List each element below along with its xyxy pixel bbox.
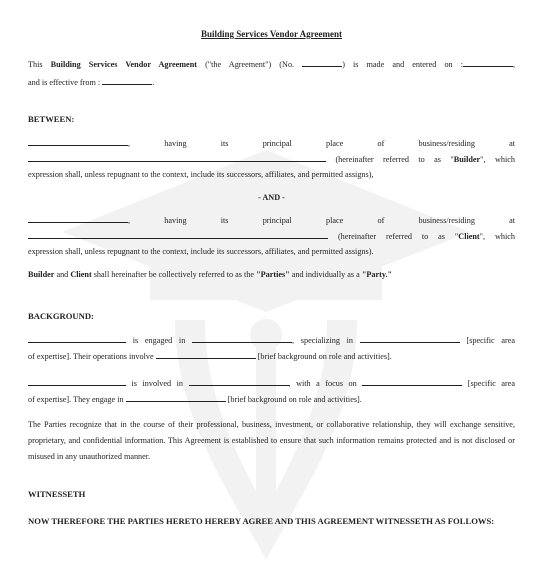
bg1-line-2	[28, 349, 515, 363]
intro-line-2	[28, 75, 515, 89]
bg2-involved: is involved in	[131, 379, 184, 388]
bg2-line-1	[28, 376, 515, 390]
party2-its: its	[220, 216, 229, 225]
parties-and: and	[56, 270, 69, 279]
made-date-blank[interactable]	[463, 57, 516, 69]
party2-expression: expression shall, unless repugnant to the context, include its successors, affiliates, and permitted assigns).	[28, 247, 374, 256]
intro-agreement-name: Building Services Vendor Agreement	[50, 60, 197, 69]
party2-of: of	[377, 216, 385, 225]
party2-line-2	[28, 229, 515, 243]
bg1-party-blank[interactable]	[28, 333, 126, 343]
party1-expression: expression shall, unless repugnant to the context, include its successors, affiliates, and permitted assigns),	[28, 170, 374, 179]
party1-business: business/residing	[418, 139, 475, 148]
agreement-number-blank[interactable]	[302, 57, 342, 67]
party2-address-blank[interactable]	[28, 229, 328, 239]
party2-role-name: Client	[458, 232, 480, 241]
parties-text-2: and individually as a	[291, 270, 360, 279]
intro-the-agreement: ("the Agreement") (No.	[205, 60, 295, 69]
between-heading: BETWEEN:	[28, 114, 75, 124]
witnesseth-heading: WITNESSETH	[28, 489, 86, 499]
party1-having: having	[164, 139, 187, 148]
bg1-engaged: is engaged in	[132, 336, 186, 345]
party2-at: at	[509, 216, 516, 225]
party1-line-2	[28, 152, 515, 166]
party1-hereinafter-post: ", which	[480, 155, 515, 164]
bg2-focus: , with a focus on	[288, 379, 357, 388]
now-therefore-heading: NOW THEREFORE THE PARTIES HERETO HEREBY AGREE AND THIS AGREEMENT WITNESSETH AS FOLLOWS:	[28, 516, 495, 526]
bg2-field-blank[interactable]	[189, 376, 289, 386]
party1-principal: principal	[262, 139, 292, 148]
party2-line-1: , having its principal place of business/residing at	[28, 213, 515, 227]
party1-of: of	[377, 139, 385, 148]
party1-line-1: , having its principal place of business/residing at	[28, 136, 515, 150]
parties-builder: Builder	[28, 270, 55, 279]
intro-effective: and is effective from :	[28, 78, 101, 87]
bg2-of-expertise: of expertise]. They engage in	[28, 395, 124, 404]
party1-at: at	[509, 139, 516, 148]
intro-line-1	[28, 57, 515, 71]
party2-name-blank[interactable]	[28, 213, 128, 223]
party1-place: place	[326, 139, 344, 148]
party1-hereinafter-pre: (hereinafter referred to as "	[335, 155, 454, 164]
parties-text-1: shall hereinafter be collectively referred to as the	[93, 270, 255, 279]
party2-principal: principal	[262, 216, 292, 225]
party-word: "Party."	[361, 270, 393, 279]
bg2-specific: [specific area	[467, 379, 516, 388]
bg2-line-2	[28, 392, 515, 406]
bg1-field-blank[interactable]	[192, 333, 292, 343]
bg1-specific: [specific area	[466, 336, 516, 345]
background-heading: BACKGROUND:	[28, 311, 94, 321]
parties-word: "Parties"	[256, 270, 290, 279]
parties-client: Client	[70, 270, 92, 279]
document-title: Building Services Vendor Agreement	[201, 29, 342, 39]
party2-hereinafter-pre: (hereinafter referred to as "	[337, 232, 459, 241]
intro-comma: ,	[513, 60, 516, 69]
bg1-of-expertise: of expertise]. Their operations involve	[28, 352, 154, 361]
bg1-specializing: , specializing in	[292, 336, 354, 345]
party1-name-blank[interactable]	[28, 136, 128, 146]
party1-address-blank[interactable]	[28, 152, 326, 162]
bg2-activities-blank[interactable]	[126, 392, 226, 402]
bg2-brief: [brief background on role and activities].	[227, 395, 362, 404]
party2-business: business/residing	[418, 216, 475, 225]
parties-definition	[28, 268, 515, 281]
and-separator: - AND -	[258, 193, 285, 202]
bg1-operations-blank[interactable]	[156, 349, 256, 359]
bg1-brief: [brief background on role and activities].	[257, 352, 392, 361]
intro-made-entered: ) is made and entered on :	[342, 60, 463, 69]
bg1-line-1	[28, 333, 515, 347]
bg1-specialty-blank[interactable]	[360, 333, 460, 343]
recognize-paragraph: The Parties recognize that in the course of their professional, business, investment, or collaborative relationship, they will exchange sensitive, proprietary, and confidential information. This Agreement is established to ensure that such information remains protected and is not disclosed or misused in any unauthorized manner.	[28, 420, 515, 461]
effective-date-blank[interactable]	[102, 75, 155, 87]
party2-hereinafter-post: ", which	[479, 232, 515, 241]
party2-having: having	[164, 216, 187, 225]
party1-role-name: Builder	[453, 155, 481, 164]
party1-its: its	[220, 139, 229, 148]
intro-this: This	[28, 60, 43, 69]
bg2-party-blank[interactable]	[28, 376, 126, 386]
bg2-focus-blank[interactable]	[362, 376, 462, 386]
party2-place: place	[326, 216, 344, 225]
intro-period: .	[152, 78, 155, 87]
